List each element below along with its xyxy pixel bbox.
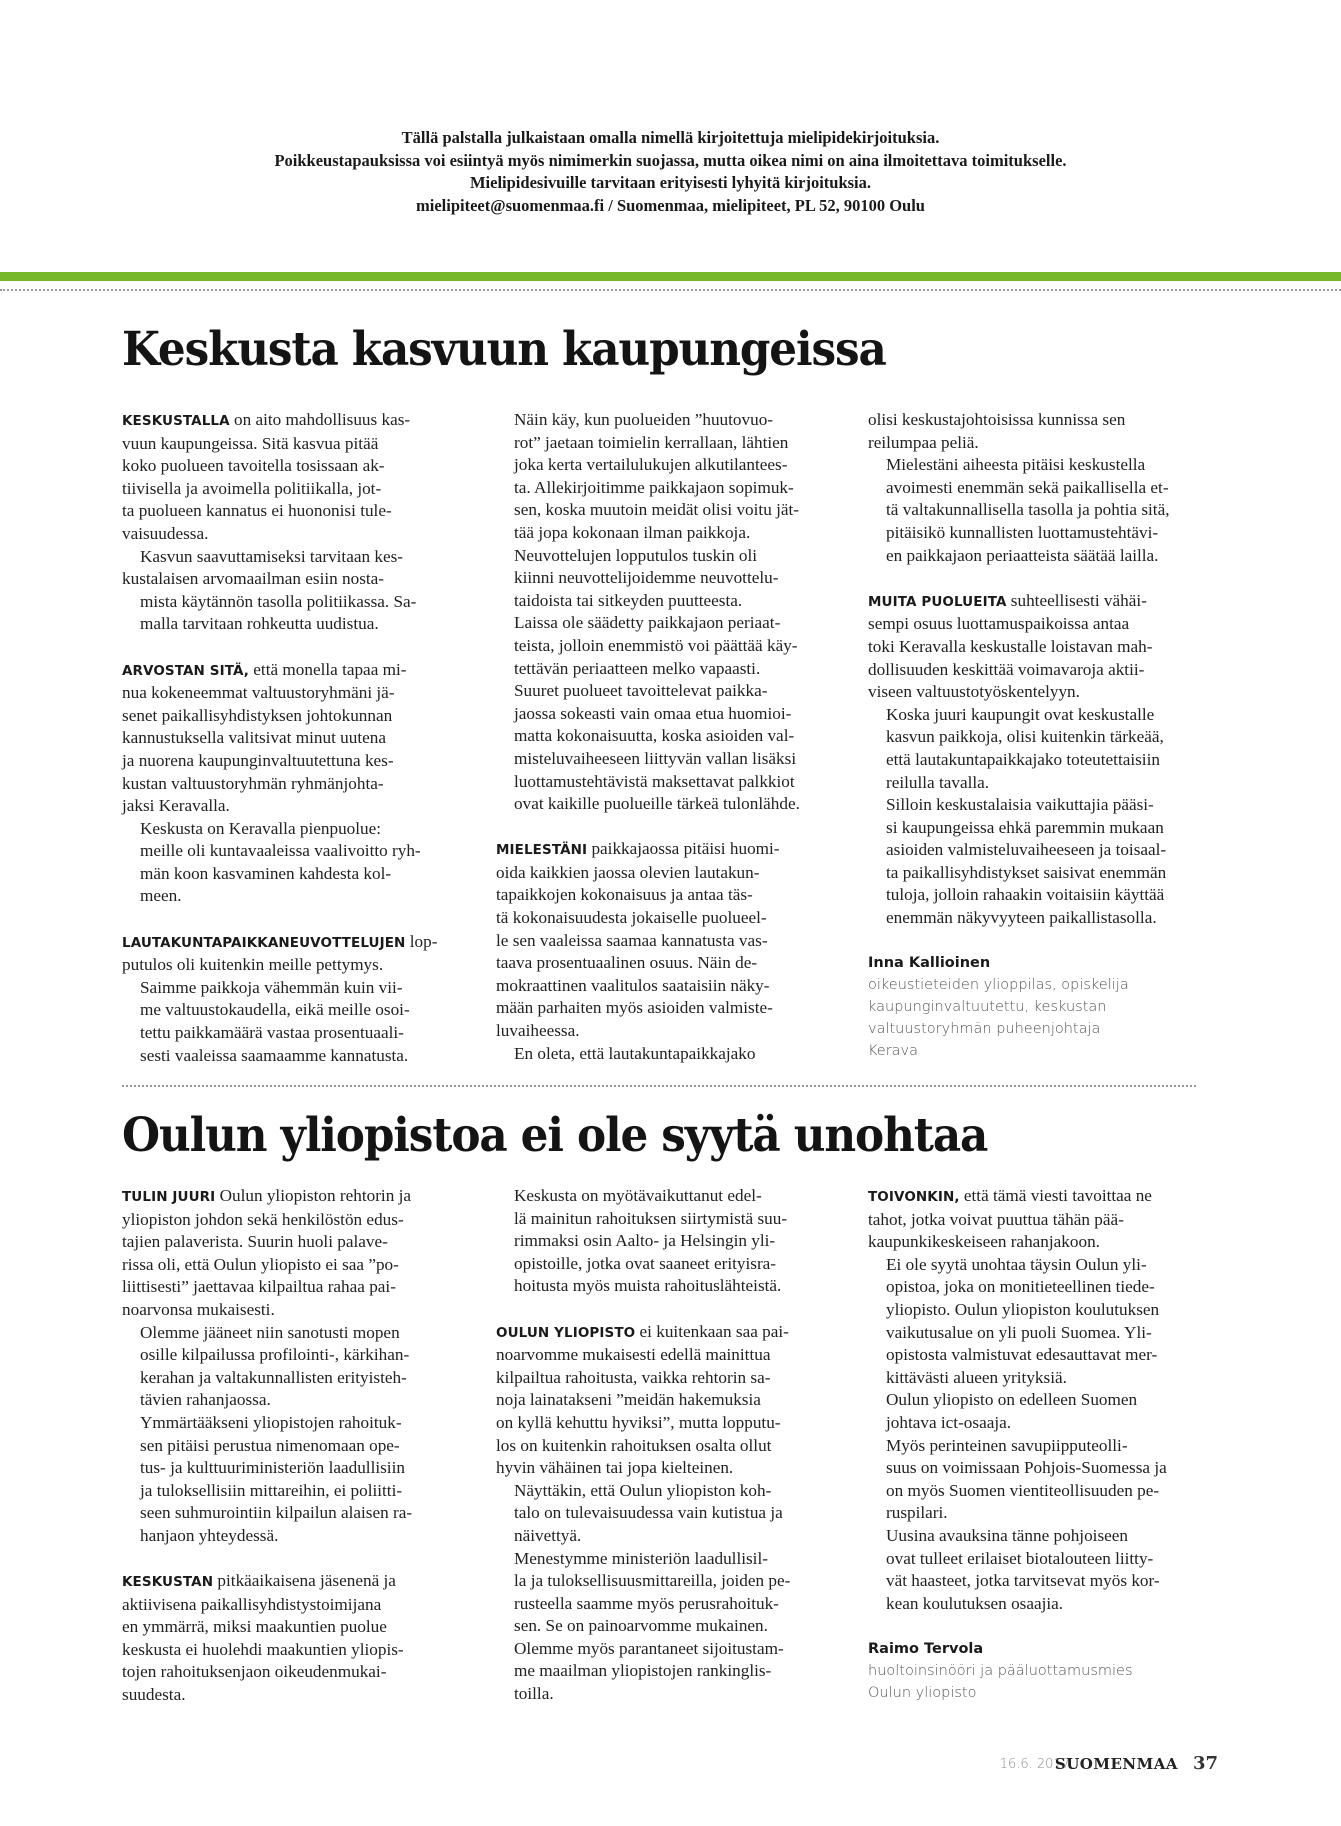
text-line: kiinni neuvottelijoidemme neuvottelu- xyxy=(514,568,779,588)
paragraph xyxy=(868,704,1203,794)
text-line: tä kokonaisuudesta jokaiselle puolueel- xyxy=(496,908,767,928)
text-line: sen, koska muutoin meidät olisi voitu jät- xyxy=(514,500,799,520)
lead-in: MIELESTÄNI xyxy=(496,842,588,859)
text-line: kasvun paikkoja, olisi kuitenkin tärkeää, xyxy=(886,727,1164,747)
paragraph xyxy=(122,1185,457,1322)
text-line: toilla. xyxy=(514,1684,554,1704)
column-notice xyxy=(0,127,1341,217)
paragraph xyxy=(868,1525,1203,1615)
text-line: yliopisto. Oulun yliopiston koulutuksen xyxy=(886,1299,1160,1319)
paragraph xyxy=(496,545,831,613)
text-line: lä mainitun rahoituksen siirtymistä suu- xyxy=(514,1208,788,1228)
paragraph xyxy=(868,1254,1203,1390)
paragraph xyxy=(122,409,457,546)
text-line: koko puolueen tavoitella tosissaan ak- xyxy=(122,456,385,476)
text-line: Ymmärtääkseni yliopistojen rahoituk- xyxy=(140,1412,402,1432)
notice-line: Tällä palstalla julkaistaan omalla nimellä kirjoitettuja mielipidekirjoituksia. xyxy=(401,128,940,147)
lead-in: KESKUSTALLA xyxy=(122,413,230,429)
text-line: tä valtakunnallisella tasolla ja pohtia sitä, xyxy=(886,500,1170,520)
text-line: Olemme jääneet niin sanotusti mopen xyxy=(140,1322,400,1342)
text-line: opistoille, jotka ovat saaneet erityisra- xyxy=(514,1253,777,1273)
text-line: tajien palaverista. Suurin huoli palave- xyxy=(122,1232,388,1252)
author-title: huoltoinsinööri ja pääluottamusmies xyxy=(868,1662,1133,1679)
author-title: valtuustoryhmän puheenjohtaja xyxy=(868,1021,1101,1038)
paragraph xyxy=(496,1043,831,1066)
text-line: malla tarvitaan rohkeutta uudistua. xyxy=(140,614,379,634)
text-line: Kasvun saavuttamiseksi tarvitaan kes- xyxy=(140,546,403,566)
paragraph xyxy=(496,1548,831,1706)
text-line: Suuret puolueet tavoittelevat paikka- xyxy=(514,681,768,701)
text-line: Oulun yliopiston rehtorin ja xyxy=(215,1186,411,1205)
text-line: kustalaisen arvomaailman esiin nosta- xyxy=(122,569,385,589)
text-line: liittisesti” jaettavaa kilpailtua rahaa pai- xyxy=(122,1277,396,1297)
text-line: paikkajaossa pitäisi huomi- xyxy=(587,839,780,859)
notice-line: Poikkeustapauksissa voi esiintyä myös nimimerkin suojassa, mutta oikea nimi on aina ilmoitettava toimitukselle. xyxy=(274,150,1067,170)
text-line: pitkäaikaisena jäsenenä ja xyxy=(213,1571,396,1591)
paragraph xyxy=(496,1480,831,1548)
text-line: mista käytännön tasolla politiikassa. Sa- xyxy=(140,591,417,611)
section-divider-bar xyxy=(0,272,1341,281)
text-line: si kaupungeissa ehkä paremmin mukaan xyxy=(886,817,1164,837)
paragraph xyxy=(496,409,831,545)
notice-contact-line: mielipiteet@suomenmaa.fi / Suomenmaa, mielipiteet, PL 52, 90100 Oulu xyxy=(416,195,925,215)
text-line: jaossa sokeasti vain omaa etua huomioi- xyxy=(514,703,792,723)
author-location: Kerava xyxy=(868,1043,919,1060)
paragraph xyxy=(122,546,457,636)
text-line: luvaiheessa. xyxy=(496,1021,580,1041)
paragraph xyxy=(496,1321,831,1480)
text-line: noja lainatakseni ”meidän hakemuksia xyxy=(496,1390,761,1410)
author-name: Inna Kallioinen xyxy=(868,955,991,972)
text-line: me valtuustokaudella, eikä meille osoi- xyxy=(140,1000,410,1020)
author-title: kaupunginvaltuutettu, keskustan xyxy=(868,999,1107,1016)
text-line: ta. Allekirjoitimme paikkajaon sopimuk- xyxy=(514,477,794,497)
text-line: ei kuitenkaan saa pai- xyxy=(635,1321,789,1341)
lead-in: MUITA PUOLUEITA xyxy=(868,593,1007,610)
text-line: en paikkajaon periaatteista säätää laillа. xyxy=(886,545,1159,565)
lead-in: KESKUSTAN xyxy=(122,1574,214,1591)
text-line: johtava ict-osaaja. xyxy=(886,1412,1012,1432)
text-line: yliopiston johdon sekä henkilöstön edus- xyxy=(122,1209,404,1229)
text-line: Mielestäni aiheesta pitäisi keskustella xyxy=(886,455,1146,475)
paragraph xyxy=(868,454,1203,567)
text-line: Uusina avauksina tänne pohjoiseen xyxy=(886,1525,1128,1545)
text-line: keskusta ei huolehdi maakuntien yliopis- xyxy=(122,1639,404,1659)
text-line: tuloja, jolloin rahaakin voitaisiin käyttää xyxy=(886,885,1165,905)
paragraph xyxy=(122,1322,457,1412)
lead-in: OULUN YLIOPISTO xyxy=(496,1324,636,1341)
text-line: Neuvottelujen lopputulos tuskin oli xyxy=(514,545,758,565)
text-line: mokraattinen vaalitulos saataisiin näky- xyxy=(496,975,770,995)
text-line: meen. xyxy=(140,886,182,906)
text-line: kaupunkikeskeiseen rahanjakoon. xyxy=(868,1232,1100,1252)
lead-in: ARVOSTAN SITÄ, xyxy=(122,662,249,679)
text-line: on aito mahdollisuus kas- xyxy=(229,410,411,429)
text-line: vaisuudessa. xyxy=(122,523,209,543)
text-line: opistoa, joka on monitieteellinen tiede- xyxy=(886,1277,1155,1297)
text-line: suhteellisesti vähäi- xyxy=(1006,590,1147,610)
text-line: hyvin vähäinen tai jopa kielteinen. xyxy=(496,1458,734,1478)
author-name: Raimo Tervola xyxy=(868,1640,984,1657)
text-line: la ja tuloksellisuusmittareilla, joiden pe- xyxy=(514,1571,791,1591)
text-line: seen suhmurointiin kilpailun alaisen ra- xyxy=(140,1503,413,1523)
text-line: mään parhaiten myös asioiden valmiste- xyxy=(496,998,773,1018)
text-line: misteluvaiheeseen liittyvän vallan lisäksi xyxy=(514,748,797,768)
text-line: olisi keskustajohtoisissa kunnissa sen xyxy=(868,410,1126,429)
article-2-column-2 xyxy=(496,1185,831,1706)
author-title: oikeustieteiden ylioppilas, opiskelija xyxy=(868,977,1129,994)
text-line: män koon kasvaminen kahdesta kol- xyxy=(140,863,392,883)
text-line: tävien rahanjaossa. xyxy=(140,1390,271,1410)
text-line: talo on tulevaisuudessa vain kutistua ja xyxy=(514,1503,783,1523)
text-line: noarvonsa mukaisesti. xyxy=(122,1299,275,1319)
publication-name: SUOMENMAA xyxy=(1054,1755,1178,1773)
text-line: opistosta valmistuvat edesauttavat mer- xyxy=(886,1345,1158,1365)
text-line: vuun kaupungeissa. Sitä kasvua pitää xyxy=(122,433,379,453)
text-line: ovat kaikille puolueille tärkeä tulonlähde. xyxy=(514,794,800,814)
paragraph xyxy=(122,659,457,818)
text-line: oida kaikkien jaossa olevien lautakun- xyxy=(496,862,760,882)
text-line: Ei ole syytä unohtaa täysin Oulun yli- xyxy=(886,1254,1147,1274)
text-line: Näin käy, kun puolueiden ”huutovuo- xyxy=(514,410,774,429)
text-line: Keskusta on myötävaikuttanut edel- xyxy=(514,1186,762,1205)
text-line: toki Keravalla keskustalle loistavan mah- xyxy=(868,636,1153,656)
text-line: aktiivisena paikallisyhdistystoimijana xyxy=(122,1594,382,1614)
article-1-column-3 xyxy=(868,409,1203,1062)
text-line: viseen valtuustotyöskentelyyn. xyxy=(868,682,1080,702)
text-line: meille oli kuntavaaleissa vaalivoitto ryh- xyxy=(140,841,421,861)
text-line: tettu paikkamäärä vastaa prosentuaali- xyxy=(140,1023,404,1043)
text-line: suus on voimissaan Pohjois-Suomessa ja xyxy=(886,1458,1167,1478)
text-line: ja nuorena kaupunginvaltuutettuna kes- xyxy=(122,750,394,770)
text-line: Näyttäkin, että Oulun yliopiston koh- xyxy=(514,1480,772,1500)
paragraph xyxy=(868,1389,1203,1434)
lead-in: TULIN JUURI xyxy=(122,1189,216,1205)
text-line: rissa oli, että Oulun yliopisto ei saa ”po- xyxy=(122,1254,399,1274)
article-1-column-1 xyxy=(122,409,457,1067)
author-affiliation: Oulun yliopisto xyxy=(868,1684,977,1701)
text-line: että tämä viesti tavoittaa ne xyxy=(959,1186,1152,1205)
text-line: tää jopa kokonaan ilman paikkoja. xyxy=(514,522,751,542)
text-line: reilumpaa peliä. xyxy=(868,432,979,452)
text-line: asioiden valmisteluvaiheeseen ja toisaal- xyxy=(886,840,1167,860)
text-line: sen pitäisi perustua nimenomaan ope- xyxy=(140,1435,400,1455)
lead-in: TOIVONKIN, xyxy=(868,1189,960,1205)
text-line: että monella tapaa mi- xyxy=(249,659,407,679)
text-line: kannustuksella valitsivat minut uutena xyxy=(122,728,386,748)
text-line: kerahan ja valtakunnallisten erityisteh- xyxy=(140,1367,407,1387)
text-line: tapaikkojen kokonaisuus ja antaa täs- xyxy=(496,885,753,905)
article-separator xyxy=(122,1085,1196,1087)
text-line: on myös Suomen vientiteollisuuden pe- xyxy=(886,1480,1160,1500)
text-line: enemmän näkyvyyteen paikallistasolla. xyxy=(886,908,1157,928)
text-line: senet paikallisyhdistyksen johtokunnan xyxy=(122,705,393,725)
text-line: tettävän periaatteen melko vapaasti. xyxy=(514,658,761,678)
text-line: Silloin keskustalaisia vaikuttajia pääsi- xyxy=(886,795,1154,815)
text-line: taidoista tai sitkeyden puutteesta. xyxy=(514,590,743,610)
text-line: En oleta, että lautakuntapaikkajako xyxy=(514,1043,756,1063)
text-line: lop- xyxy=(405,931,438,951)
text-line: tahot, jotka voivat puuttua tähän pää- xyxy=(868,1209,1124,1229)
text-line: Oulun yliopisto on edelleen Suomen xyxy=(886,1390,1138,1410)
text-line: pitäisikö kunnallisten luottamustehtävi- xyxy=(886,522,1159,542)
text-line: kustan valtuustoryhmän ryhmänjohta- xyxy=(122,773,384,793)
dotted-divider xyxy=(0,289,1341,291)
text-line: luottamustehtävistä maksettavat palkkiot xyxy=(514,771,795,791)
text-line: hoitusta myös muista rahoituslähteistä. xyxy=(514,1276,782,1296)
text-line: Saimme paikkoja vähemmän kuin vii- xyxy=(140,977,403,997)
issue-date: 16.6. 2017 xyxy=(999,1757,1070,1772)
text-line: le sen vaaleissa saamaa kannatusta vas- xyxy=(496,930,768,950)
text-line: osille kilpailussa profilointi-, kärkihan- xyxy=(140,1345,410,1365)
text-line: Laissa ole säädetty paikkajaon periaat- xyxy=(514,613,781,633)
text-line: Keskusta on Keravalla pienpuolue: xyxy=(140,818,382,838)
text-line: sempi osuus luottamuspaikoissa antaa xyxy=(868,614,1130,634)
paragraph xyxy=(868,794,1203,930)
text-line: joka kerta vertailulukujen alkutilantees- xyxy=(514,455,788,475)
text-line: en ymmärrä, miksi maakuntien puolue xyxy=(122,1617,387,1637)
text-line: tus- ja kulttuuriministeriön laadullisiin xyxy=(140,1458,405,1478)
text-line: Myös perinteinen savupiipputeolli- xyxy=(886,1435,1128,1455)
paragraph xyxy=(122,1412,457,1548)
paragraph xyxy=(496,1185,831,1298)
text-line: ta paikallisyhdistykset saisivat enemmän xyxy=(886,862,1167,882)
paragraph xyxy=(496,612,831,680)
text-line: kittävästi alueen yrityksiä. xyxy=(886,1367,1067,1387)
text-line: kean koulutuksen osaajia. xyxy=(886,1593,1064,1613)
text-line: sen. Se on painoarvomme mukainen. xyxy=(514,1616,768,1636)
notice-line: Mielipidesivuille tarvitaan erityisesti lyhyitä kirjoituksia. xyxy=(469,173,872,192)
paragraph xyxy=(122,931,457,977)
text-line: on kyllä kehuttu hyviksi”, mutta lopputu- xyxy=(496,1412,781,1432)
paragraph xyxy=(868,409,1203,454)
text-line: kilpailtua rahoitusta, vaikka rehtorin sa- xyxy=(496,1367,771,1387)
text-line: näivettyä. xyxy=(514,1525,582,1545)
paragraph xyxy=(496,838,831,1042)
paragraph xyxy=(496,680,831,816)
text-line: rot” jaetaan toimielin kerrallaan, lähtien xyxy=(514,432,789,452)
text-line: teista, jolloin enemmistö voi päättää käy- xyxy=(514,635,798,655)
text-line: ta puolueen kannatus ei huononisi tule- xyxy=(122,501,392,521)
text-line: avoimesti enemmän sekä paikallisella et- xyxy=(886,477,1169,497)
text-line: ovat tulleet erilaiset biotalouteen liitty- xyxy=(886,1548,1154,1568)
text-line: jaksi Keravalla. xyxy=(122,796,230,816)
text-line: ja tuloksellisiin mittareihin, ei poliitti- xyxy=(140,1480,403,1500)
text-line: dollisuuden keskittää voimavaroja aktii- xyxy=(868,659,1145,679)
text-line: vaikutusalue on yli puoli Suomea. Yli- xyxy=(886,1322,1152,1342)
article-2-title: Oulun yliopistoa ei ole syytä unohtaa xyxy=(122,1108,988,1163)
text-line: los on kuitenkin rahoituksen osalta ollut xyxy=(496,1435,772,1455)
text-line: Olemme myös parantaneet sijoitustam- xyxy=(514,1638,784,1658)
paragraph xyxy=(868,1435,1203,1525)
text-line: rusteella saamme myös perusrahoituk- xyxy=(514,1593,779,1613)
text-line: että lautakuntapaikkajako toteutettaisiin xyxy=(886,749,1160,769)
text-line: hanjaon yhteydessä. xyxy=(140,1525,279,1545)
paragraph xyxy=(868,590,1203,704)
article-1-title: Keskusta kasvuun kaupungeissa xyxy=(122,322,886,377)
text-line: ruspilari. xyxy=(886,1503,948,1523)
text-line: taava prosentuaalinen osuus. Näin de- xyxy=(496,953,758,973)
text-line: vät haasteet, jotka tarvitsevat myös kor- xyxy=(886,1571,1160,1591)
page-footer xyxy=(0,1753,1218,1777)
text-line: me maailman yliopistojen rankinglis- xyxy=(514,1661,772,1681)
article-2-column-3 xyxy=(868,1185,1203,1704)
text-line: tojen rahoituksenjaon oikeudenmukai- xyxy=(122,1662,387,1682)
paragraph xyxy=(122,818,457,908)
text-line: Koska juuri kaupungit ovat keskustalle xyxy=(886,704,1155,724)
text-line: nua kokeneemmat valtuustoryhmäni jä- xyxy=(122,683,395,703)
text-line: tiivisella ja avoimella politiikalla, jot- xyxy=(122,478,382,498)
text-line: reilulla tavalla. xyxy=(886,772,990,792)
article-2-column-1 xyxy=(122,1185,457,1707)
lead-in: LAUTAKUNTAPAIKKANEUVOTTELUJEN xyxy=(122,934,406,951)
text-line: sesti vaaleissa saamaamme kannatusta. xyxy=(140,1045,409,1065)
page-number: 37 xyxy=(1192,1753,1218,1774)
text-line: suudesta. xyxy=(122,1685,186,1705)
paragraph xyxy=(868,1185,1203,1254)
text-line: Menestymme ministeriön laadullisil- xyxy=(514,1548,768,1568)
article-1-column-2 xyxy=(496,409,831,1065)
paragraph xyxy=(122,977,457,1067)
text-line: matta kokonaisuutta, koska asioiden val- xyxy=(514,726,795,746)
text-line: putulos oli kuitenkin meille pettymys. xyxy=(122,955,384,975)
text-line: rimmaksi osin Aalto- ja Helsingin yli- xyxy=(514,1231,776,1251)
paragraph xyxy=(122,1570,457,1707)
text-line: noarvomme mukaisesti edellä mainittua xyxy=(496,1345,771,1365)
